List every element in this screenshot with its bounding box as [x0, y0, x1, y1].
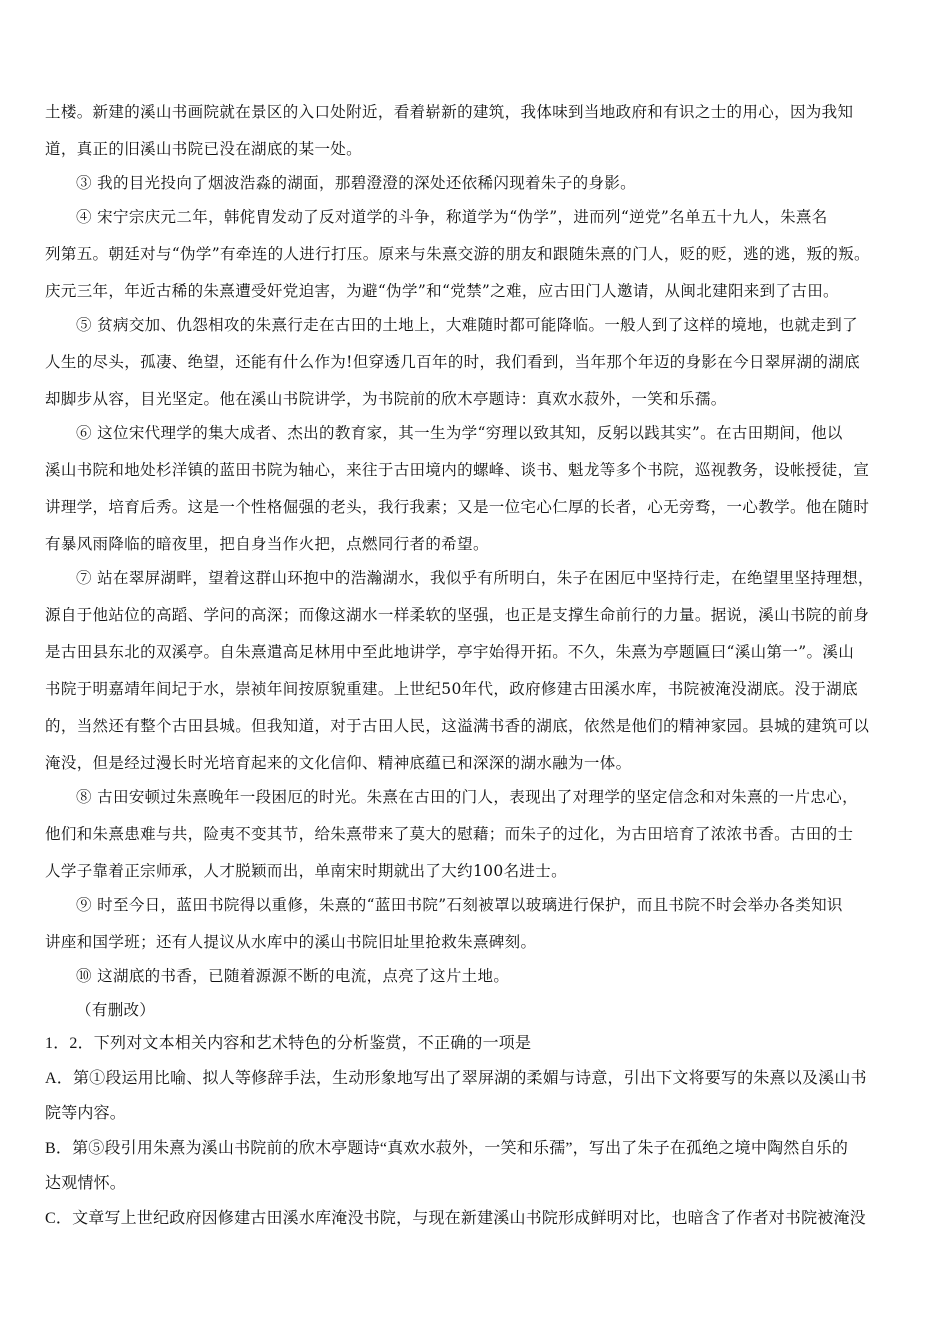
text-line: 庆元三年，年近古稀的朱熹遭受奸党迫害，为避“伪学”和“党禁”之难，应古田门人邀请，从闽北建阳来到了古田。: [45, 282, 839, 300]
text-line: 土楼。新建的溪山书画院就在景区的入口处附近，看着崭新的建筑，我体味到当地政府和有识之士的用心，因为我知: [45, 103, 854, 121]
text-line: 讲理学，培育后秀。这是一个性格倔强的老头，我行我素；又是一位宅心仁厚的长者，心无旁骛，一心教学。他在随时: [45, 498, 870, 516]
text-line: ④ 宋宁宗庆元二年，韩侂胄发动了反对道学的斗争，称道学为“伪学”，进而列“逆党”名单五十九人，朱熹名: [76, 208, 828, 226]
text-line: 溪山书院和地处杉洋镇的蓝田书院为轴心，来往于古田境内的螺峰、谈书、魁龙等多个书院，巡视教务，设帐授徒，宣: [45, 461, 870, 479]
option-b: B．第⑤段引用朱熹为溪山书院前的欣木亭题诗“真欢水菽外，一笑和乐孺”，写出了朱子在孤绝之境中陶然自乐的: [45, 1140, 849, 1157]
text-line: 的，当然还有整个古田县城。但我知道，对于古田人民，这溢满书香的湖底，依然是他们的精神家园。县城的建筑可以: [45, 717, 870, 735]
text-line: ⑥ 这位宋代理学的集大成者、杰出的教育家，其一生为学“穷理以致其知，反躬以践其实”。在古田期间，他以: [76, 424, 843, 442]
text-line: 道，真正的旧溪山书院已没在湖底的某一处。: [45, 140, 363, 158]
text-line: 却脚步从容，目光坚定。他在溪山书院讲学，为书院前的欣木亭题诗：真欢水菽外，一笑和乐孺。: [45, 390, 727, 408]
text-line: ⑦ 站在翠屏湖畔，望着这群山环抱中的浩瀚湖水，我似乎有所明白，朱子在困厄中坚持行走，在绝望里坚持理想，: [76, 569, 874, 587]
option-b-cont: 达观情怀。: [45, 1175, 127, 1192]
text-line: ⑤ 贫病交加、仇怨相攻的朱熹行走在古田的土地上，大难随时都可能降临。一般人到了这样的境地，也就走到了: [76, 316, 858, 334]
question-stem: 1．2．下列对文本相关内容和艺术特色的分析鉴赏，不正确的一项是: [45, 1035, 532, 1052]
text-line: 是古田县东北的双溪亭。自朱熹遣高足林用中至此地讲学，亭宇始得开拓。不久，朱熹为亭题匾曰“溪山第一”。溪山: [45, 643, 855, 661]
text-line: 书院于明嘉靖年间圮于水，崇祯年间按原貌重建。上世纪50年代，政府修建古田溪水库，书院被淹没湖底。没于湖底: [45, 680, 858, 698]
option-c: C．文章写上世纪政府因修建古田溪水库淹没书院，与现在新建溪山书院形成鲜明对比，也暗含了作者对书院被淹没: [45, 1210, 866, 1227]
text-line: 人生的尽头，孤凄、绝望，还能有什么作为!但穿透几百年的时，我们看到，当年那个年迈的身影在今日翠屏湖的湖底: [45, 353, 860, 371]
text-line: 列第五。朝廷对与“伪学”有牵连的人进行打压。原来与朱熹交游的朋友和跟随朱熹的门人，贬的贬，逃的逃，叛的叛。: [45, 245, 870, 263]
text-line: ⑧ 古田安顿过朱熹晚年一段困厄的时光。朱熹在古田的门人，表现出了对理学的坚定信念和对朱熹的一片忠心，: [76, 788, 858, 806]
text-line: 源自于他站位的高蹈、学问的高深；而像这湖水一样柔软的坚强，也正是支撑生命前行的力量。据说，溪山书院的前身: [45, 606, 870, 624]
option-a-cont: 院等内容。: [45, 1105, 127, 1122]
text-line: 淹没，但是经过漫长时光培育起来的文化信仰、精神底蕴已和深深的湖水融为一体。: [45, 754, 632, 772]
text-line: 有暴风雨降临的暗夜里，把自身当作火把，点燃同行者的希望。: [45, 535, 489, 553]
text-line: 讲座和国学班；还有人提议从水库中的溪山书院旧址里抢救朱熹碑刻。: [45, 933, 537, 951]
text-line: ⑩ 这湖底的书香，已随着源源不断的电流，点亮了这片土地。: [76, 967, 510, 985]
option-a: A．第①段运用比喻、拟人等修辞手法，生动形象地写出了翠屏湖的柔媚与诗意，引出下文将要写的朱熹以及溪山书: [45, 1070, 867, 1087]
text-line: ⑨ 时至今日，蓝田书院得以重修，朱熹的“蓝田书院”石刻被罩以玻璃进行保护，而且书院不时会举办各类知识: [76, 896, 843, 914]
text-line: ③ 我的目光投向了烟波浩淼的湖面，那碧澄澄的深处还依稀闪现着朱子的身影。: [76, 174, 637, 192]
text-line: 他们和朱熹患难与共，险夷不变其节，给朱熹带来了莫大的慰藉；而朱子的过化，为古田培育了浓浓书香。古田的士: [45, 825, 854, 843]
text-line: （有删改）: [76, 1001, 156, 1019]
text-line: 人学子靠着正宗师承，人才脱颖而出，单南宋时期就出了大约100名进士。: [45, 862, 567, 880]
